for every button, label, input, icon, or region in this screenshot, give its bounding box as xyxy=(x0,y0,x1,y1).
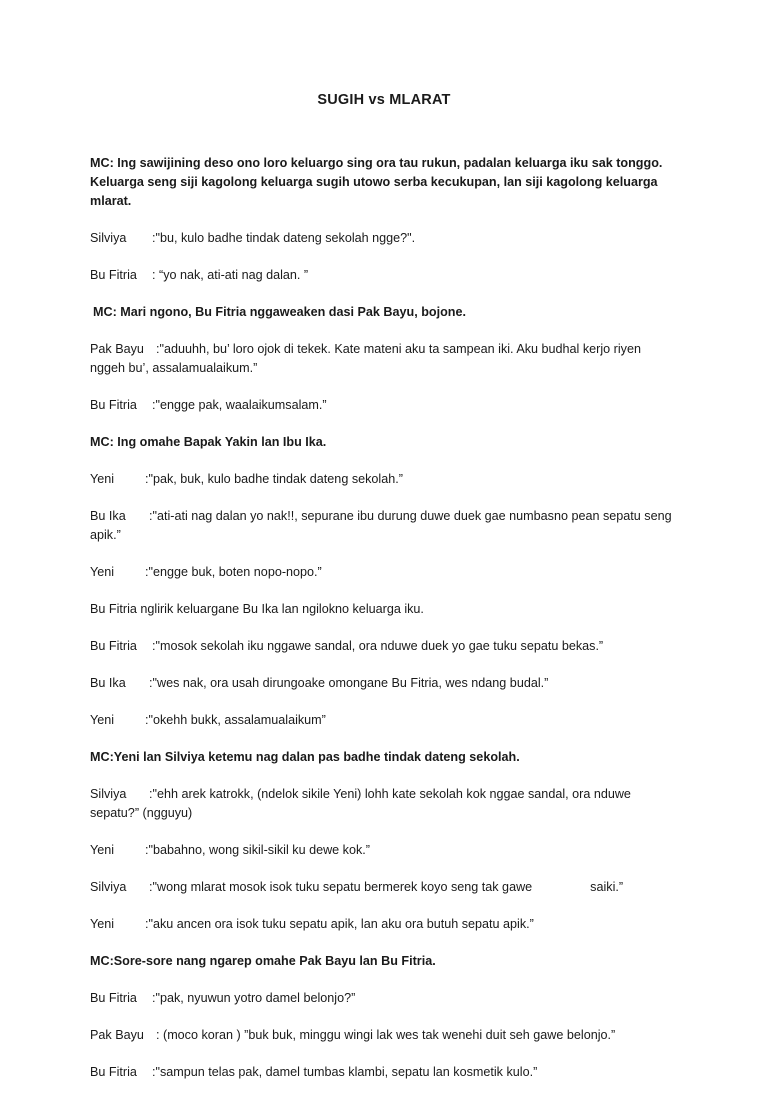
narration-line: Bu Fitria nglirik keluargane Bu Ika lan ngilokno keluarga iku. xyxy=(90,602,424,616)
dialogue-line xyxy=(90,1026,690,1045)
speaker-name: Yeni xyxy=(90,565,115,579)
dialogue-text: :"aku ancen ora isok tuku sepatu apik, lan aku ora butuh sepatu apik.” xyxy=(145,917,534,931)
dialogue-text: :"engge buk, boten nopo-nopo.” xyxy=(145,565,322,579)
dialogue-text: nggeh bu’, assalamualaikum.” xyxy=(90,361,258,375)
dialogue-text: :"okehh bukk, assalamualaikum” xyxy=(145,713,326,727)
speaker-name: Silviya xyxy=(90,787,127,801)
document-body xyxy=(90,154,690,1100)
narration-line: MC:Yeni lan Silviya ketemu nag dalan pas badhe tindak dateng sekolah. xyxy=(90,750,520,764)
dialogue-text: :"babahno, wong sikil-sikil ku dewe kok.” xyxy=(145,843,370,857)
dialogue-line xyxy=(90,340,690,378)
dialogue-line xyxy=(90,637,690,656)
dialogue-text: :"pak, buk, kulo badhe tindak dateng sekolah.” xyxy=(145,472,403,486)
dialogue-text: saiki.” xyxy=(590,880,624,894)
speaker-name: Yeni xyxy=(90,843,115,857)
dialogue-text: : (moco koran ) ”buk buk, minggu wingi lak wes tak wenehi duit seh gawe belonjo.” xyxy=(156,1028,616,1042)
dialogue-line xyxy=(90,229,690,248)
speaker-name: Bu Fitria xyxy=(90,991,137,1005)
dialogue-text: :"aduuhh, bu’ loro ojok di tekek. Kate mateni aku ta sampean iki. Aku budhal kerjo riyen xyxy=(156,342,641,356)
speaker-name: Bu Fitria xyxy=(90,268,137,282)
narration-paragraph xyxy=(90,952,690,971)
dialogue-line xyxy=(90,1063,690,1082)
narration-paragraph xyxy=(90,154,690,211)
narration-line: MC:Sore-sore nang ngarep omahe Pak Bayu lan Bu Fitria. xyxy=(90,954,436,968)
dialogue-line xyxy=(90,989,690,1008)
speaker-name: Silviya xyxy=(90,880,127,894)
dialogue-line xyxy=(90,711,690,730)
dialogue-line xyxy=(90,396,690,415)
narration-paragraph xyxy=(90,748,690,767)
dialogue-text: apik.” xyxy=(90,528,121,542)
dialogue-text: :"mosok sekolah iku nggawe sandal, ora nduwe duek yo gae tuku sepatu bekas.” xyxy=(152,639,604,653)
speaker-name: Bu Fitria xyxy=(90,398,137,412)
dialogue-line xyxy=(90,785,690,823)
speaker-name: Yeni xyxy=(90,917,115,931)
speaker-name: Silviya xyxy=(90,231,127,245)
dialogue-line xyxy=(90,266,690,285)
speaker-name: Yeni xyxy=(90,713,115,727)
dialogue-line xyxy=(90,915,690,934)
dialogue-line xyxy=(90,841,690,860)
dialogue-text: :"pak, nyuwun yotro damel belonjo?” xyxy=(152,991,356,1005)
speaker-name: Bu Fitria xyxy=(90,1065,137,1079)
dialogue-text: : “yo nak, ati-ati nag dalan. ” xyxy=(152,268,309,282)
speaker-name: Yeni xyxy=(90,472,115,486)
dialogue-text: sepatu?” (ngguyu) xyxy=(90,806,193,820)
dialogue-text: :"wong mlarat mosok isok tuku sepatu bermerek koyo seng tak gawe xyxy=(149,880,533,894)
dialogue-text: :"sampun telas pak, damel tumbas klambi, sepatu lan kosmetik kulo.” xyxy=(152,1065,538,1079)
dialogue-text: :"ehh arek katrokk, (ndelok sikile Yeni) lohh kate sekolah kok nggae sandal, ora nduwe xyxy=(149,787,631,801)
speaker-name: Pak Bayu xyxy=(90,342,144,356)
narration-paragraph xyxy=(90,303,690,322)
narration-line: MC: Mari ngono, Bu Fitria nggaweaken dasi Pak Bayu, bojone. xyxy=(93,305,466,319)
dialogue-text: :"ati-ati nag dalan yo nak!!, sepurane ibu durung duwe duek gae numbasno pean sepatu seng xyxy=(149,509,672,523)
dialogue-line xyxy=(90,878,690,897)
dialogue-text: :"engge pak, waalaikumsalam.” xyxy=(152,398,327,412)
speaker-name: Pak Bayu xyxy=(90,1028,144,1042)
dialogue-text: :"wes nak, ora usah dirungoake omongane Bu Fitria, wes ndang budal.” xyxy=(149,676,549,690)
narration-line: Keluarga seng siji kagolong keluarga sugih utowo serba kecukupan, lan siji kagolong keluarga mlarat. xyxy=(90,175,658,208)
dialogue-line xyxy=(90,507,690,545)
document-title: SUGIH vs MLARAT xyxy=(317,92,451,108)
narration-line: MC: Ing sawijining deso ono loro keluargo sing ora tau rukun, padalan keluarga iku sak tonggo. xyxy=(90,156,663,170)
speaker-name: Bu Ika xyxy=(90,509,126,523)
narration-plain xyxy=(90,600,690,619)
narration-paragraph xyxy=(90,433,690,452)
speaker-name: Bu Ika xyxy=(90,676,126,690)
speaker-name: Bu Fitria xyxy=(90,639,137,653)
dialogue-line xyxy=(90,563,690,582)
dialogue-line xyxy=(90,674,690,693)
dialogue-line xyxy=(90,470,690,489)
narration-line: MC: Ing omahe Bapak Yakin lan Ibu Ika. xyxy=(90,435,327,449)
dialogue-text: :"bu, kulo badhe tindak dateng sekolah ngge?". xyxy=(152,231,416,245)
